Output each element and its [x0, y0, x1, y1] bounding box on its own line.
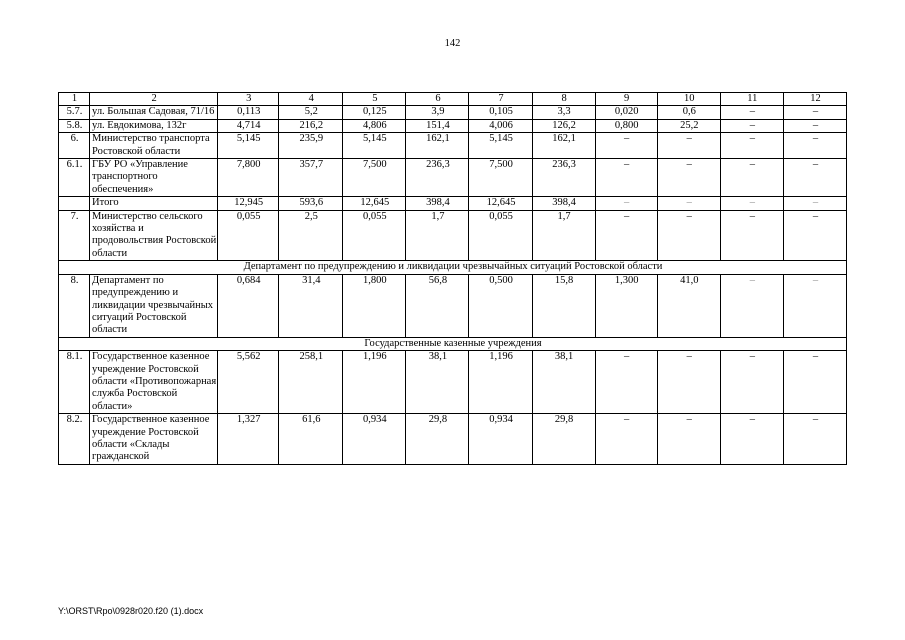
value-cell: 0,113	[218, 106, 279, 119]
table-row	[59, 351, 847, 414]
value-cell: –	[595, 159, 657, 197]
value-cell: 0,125	[343, 106, 406, 119]
value-cell: 29,8	[406, 414, 469, 465]
value-cell: 162,1	[406, 133, 469, 159]
value-cell: –	[595, 197, 657, 210]
value-cell: –	[595, 351, 657, 414]
value-cell: 3,9	[406, 106, 469, 119]
value-cell: 41,0	[657, 274, 720, 337]
value-cell: 1,327	[218, 414, 279, 465]
table-row	[59, 133, 847, 159]
value-cell: 56,8	[406, 274, 469, 337]
value-cell: –	[657, 351, 720, 414]
value-cell: 0,934	[343, 414, 406, 465]
value-cell: –	[595, 210, 657, 261]
row-number-cell: 5.7.	[59, 106, 90, 119]
value-cell: –	[783, 197, 846, 210]
value-cell: 236,3	[532, 159, 595, 197]
row-name-cell: Министерство сельского хозяйства и продовольствия Ростовской области	[90, 210, 218, 261]
value-cell: 0,055	[469, 210, 532, 261]
row-name-cell: Государственное казенное учреждение Ростовской области «Склады гражданской	[90, 414, 218, 465]
value-cell: 12,945	[218, 197, 279, 210]
section-row	[59, 261, 847, 274]
column-number-cell: 9	[595, 93, 657, 106]
value-cell: 398,4	[532, 197, 595, 210]
value-cell: 15,8	[532, 274, 595, 337]
table-row	[59, 159, 847, 197]
value-cell: 2,5	[279, 210, 343, 261]
value-cell: 0,800	[595, 119, 657, 132]
value-cell: 1,7	[532, 210, 595, 261]
table-row	[59, 414, 847, 465]
value-cell: 7,500	[343, 159, 406, 197]
table-row	[59, 210, 847, 261]
value-cell: –	[657, 210, 720, 261]
value-cell: –	[783, 274, 846, 337]
table-row	[59, 197, 847, 210]
value-cell: –	[720, 119, 783, 132]
row-number-cell: 8.1.	[59, 351, 90, 414]
value-cell: 0,020	[595, 106, 657, 119]
row-number-cell	[59, 197, 90, 210]
value-cell: –	[720, 133, 783, 159]
value-cell: –	[783, 133, 846, 159]
data-table	[58, 92, 847, 465]
value-cell: 12,645	[343, 197, 406, 210]
row-name-cell: Министерство транспорта Ростовской области	[90, 133, 218, 159]
value-cell: 38,1	[532, 351, 595, 414]
value-cell: 1,300	[595, 274, 657, 337]
table-row	[59, 119, 847, 132]
value-cell: 0,500	[469, 274, 532, 337]
section-heading-emergency-department: Департамент по предупреждению и ликвидации чрезвычайных ситуаций Ростовской области	[59, 261, 847, 274]
value-cell: 5,2	[279, 106, 343, 119]
value-cell: 0,105	[469, 106, 532, 119]
column-number-cell: 2	[90, 93, 218, 106]
value-cell: 5,145	[469, 133, 532, 159]
value-cell: 1,800	[343, 274, 406, 337]
value-cell: –	[720, 197, 783, 210]
value-cell: –	[720, 106, 783, 119]
row-name-cell: Итого	[90, 197, 218, 210]
value-cell: 0,6	[657, 106, 720, 119]
value-cell: 29,8	[532, 414, 595, 465]
value-cell: 236,3	[406, 159, 469, 197]
value-cell: 25,2	[657, 119, 720, 132]
value-cell: –	[657, 159, 720, 197]
value-cell: 593,6	[279, 197, 343, 210]
table-row	[59, 274, 847, 337]
value-cell: –	[783, 414, 846, 465]
value-cell: –	[595, 414, 657, 465]
row-name-cell: Государственное казенное учреждение Ростовской области «Противопожарная служба Ростовской области»	[90, 351, 218, 414]
value-cell: 4,806	[343, 119, 406, 132]
column-number-cell: 4	[279, 93, 343, 106]
section-row	[59, 337, 847, 350]
column-number-row	[59, 93, 847, 106]
value-cell: 1,196	[469, 351, 532, 414]
value-cell: –	[720, 159, 783, 197]
file-path-footer: Y:\ORST\Rpo\0928r020.f20 (1).docx	[58, 606, 204, 616]
value-cell: –	[783, 106, 846, 119]
value-cell: 0,055	[218, 210, 279, 261]
value-cell: 126,2	[532, 119, 595, 132]
value-cell: 61,6	[279, 414, 343, 465]
value-cell: –	[657, 197, 720, 210]
value-cell: 4,714	[218, 119, 279, 132]
value-cell: –	[657, 133, 720, 159]
value-cell: 0,684	[218, 274, 279, 337]
value-cell: 7,800	[218, 159, 279, 197]
table-row	[59, 106, 847, 119]
value-cell: 4,006	[469, 119, 532, 132]
column-number-cell: 1	[59, 93, 90, 106]
column-number-cell: 3	[218, 93, 279, 106]
value-cell: 1,7	[406, 210, 469, 261]
value-cell: 216,2	[279, 119, 343, 132]
row-number-cell: 8.2.	[59, 414, 90, 465]
value-cell: –	[783, 210, 846, 261]
value-cell: –	[595, 133, 657, 159]
value-cell: –	[720, 274, 783, 337]
value-cell: –	[783, 159, 846, 197]
row-name-cell: ул. Большая Садовая, 71/16	[90, 106, 218, 119]
column-number-cell: 5	[343, 93, 406, 106]
row-number-cell: 8.	[59, 274, 90, 337]
value-cell: 0,934	[469, 414, 532, 465]
value-cell: 5,562	[218, 351, 279, 414]
value-cell: –	[783, 351, 846, 414]
row-number-cell: 7.	[59, 210, 90, 261]
row-number-cell: 6.	[59, 133, 90, 159]
value-cell: 357,7	[279, 159, 343, 197]
value-cell: 162,1	[532, 133, 595, 159]
column-number-cell: 11	[720, 93, 783, 106]
value-cell: 1,196	[343, 351, 406, 414]
value-cell: –	[720, 351, 783, 414]
value-cell: 235,9	[279, 133, 343, 159]
page-number: 142	[444, 38, 461, 49]
value-cell: 31,4	[279, 274, 343, 337]
row-number-cell: 5.8.	[59, 119, 90, 132]
value-cell: 398,4	[406, 197, 469, 210]
column-number-cell: 6	[406, 93, 469, 106]
column-number-cell: 12	[783, 93, 846, 106]
value-cell: 3,3	[532, 106, 595, 119]
value-cell: 5,145	[343, 133, 406, 159]
column-number-cell: 8	[532, 93, 595, 106]
row-name-cell: ул. Евдокимова, 132г	[90, 119, 218, 132]
row-name-cell: ГБУ РО «Управление транспортного обеспечения»	[90, 159, 218, 197]
value-cell: –	[720, 414, 783, 465]
value-cell: –	[783, 119, 846, 132]
section-heading-state-institutions: Государственные казенные учреждения	[59, 337, 847, 350]
value-cell: 258,1	[279, 351, 343, 414]
value-cell: 7,500	[469, 159, 532, 197]
value-cell: 38,1	[406, 351, 469, 414]
column-number-cell: 10	[657, 93, 720, 106]
value-cell: 5,145	[218, 133, 279, 159]
row-name-cell: Департамент по предупреждению и ликвидации чрезвычайных ситуаций Ростовской области	[90, 274, 218, 337]
value-cell: 151,4	[406, 119, 469, 132]
value-cell: 0,055	[343, 210, 406, 261]
value-cell: 12,645	[469, 197, 532, 210]
value-cell: –	[720, 210, 783, 261]
value-cell: –	[657, 414, 720, 465]
row-number-cell: 6.1.	[59, 159, 90, 197]
column-number-cell: 7	[469, 93, 532, 106]
